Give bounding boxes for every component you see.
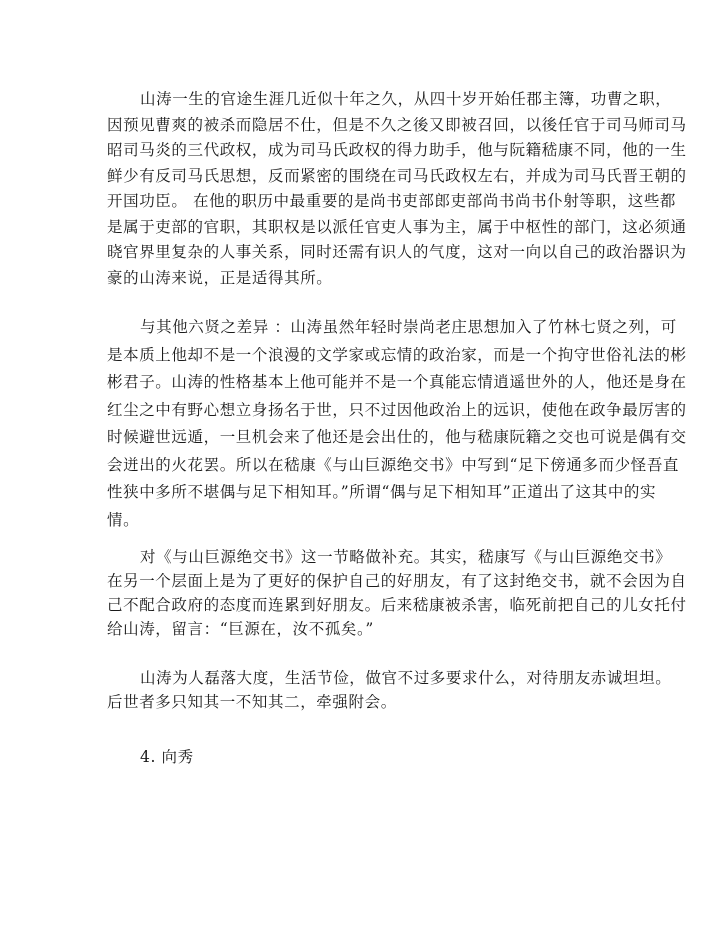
text-line: 开国功臣。 在他的职历中最重要的是尚书吏部郎吏部尚书尚书仆射等职，这些都 <box>107 192 677 210</box>
text-line: 会迸出的火花罢。所以在嵇康《与山巨源绝交书》中写到“足下傍通多而少怪吾直 <box>107 455 680 474</box>
text-line: 情。 <box>107 510 140 529</box>
heading-text: 4. 向秀 <box>140 748 194 766</box>
text-line: 是本质上他却不是一个浪漫的文学家或忘情的政治家，而是一个拘守世俗礼法的彬 <box>107 345 687 364</box>
text-line: 后世者多只知其一不知其二，牵强附会。 <box>107 693 397 711</box>
section-heading-xiang-xiu <box>107 745 627 771</box>
text-line: 红尘之中有野心想立身扬名于世，只不过因他政治上的远识，使他在政争最厉害的 <box>107 400 687 419</box>
text-line: 给山涛，留言：“巨源在，汝不孤矣。” <box>107 620 374 638</box>
text-line: 山涛一生的官途生涯几近似十年之久，从四十岁开始任郡主簿，功曹之职， <box>140 90 672 108</box>
text-line: 时候避世远遁，一旦机会来了他还是会出仕的，他与嵇康阮籍之交也可说是偶有交 <box>107 428 687 446</box>
paragraph-shan-tao-career <box>107 87 687 291</box>
text-line: 山涛为人磊落大度，生活节俭，做官不过多要求什么，对待朋友赤诚坦坦。 <box>140 669 672 687</box>
text-line: 彬君子。山涛的性格基本上他可能并不是一个真能忘情逍遥世外的人，他还是身在 <box>107 373 687 391</box>
text-line: 晓官界里复杂的人事关系，同时还需有识人的气度，这对一向以自己的政治器识为 <box>107 243 687 261</box>
text-line: 昭司马炎的三代政权，成为司马氏政权的得力助手，他与阮籍嵇康不同，他的一生 <box>107 141 687 159</box>
text-line: 对《与山巨源绝交书》这一节略做补充。其实，嵇康写《与山巨源绝交书》 <box>140 548 672 566</box>
text-line: 性狭中多所不堪偶与足下相知耳。”所谓“偶与足下相知耳”正道出了这其中的实 <box>107 483 657 501</box>
text-line: 鲜少有反司马氏思想，反而紧密的围绕在司马氏政权左右，并成为司马氏晋王朝的 <box>107 166 687 185</box>
text-line: 在另一个层面上是为了更好的保护自己的好朋友，有了这封绝交书，就不会因为自 <box>107 572 687 590</box>
text-line: 己不配合政府的态度而连累到好朋友。后来嵇康被杀害，临死前把自己的儿女托付 <box>107 596 687 614</box>
paragraph-letter-supplement <box>107 545 687 641</box>
text-line: 因预见曹爽的被杀而隐居不仕，但是不久之後又即被召回，以後任官于司马师司马 <box>107 115 687 134</box>
text-line: 是属于吏部的官职，其职权是以派任官吏人事为主，属于中枢性的部门，这必须通 <box>107 217 687 236</box>
paragraph-differences <box>107 314 687 534</box>
text-line: 与其他六贤之差异 ：山涛虽然年轻时崇尚老庄思想加入了竹林七贤之列，可 <box>140 318 677 336</box>
text-line: 豪的山涛来说，正是适得其所。 <box>107 268 333 287</box>
paragraph-character <box>107 666 672 714</box>
